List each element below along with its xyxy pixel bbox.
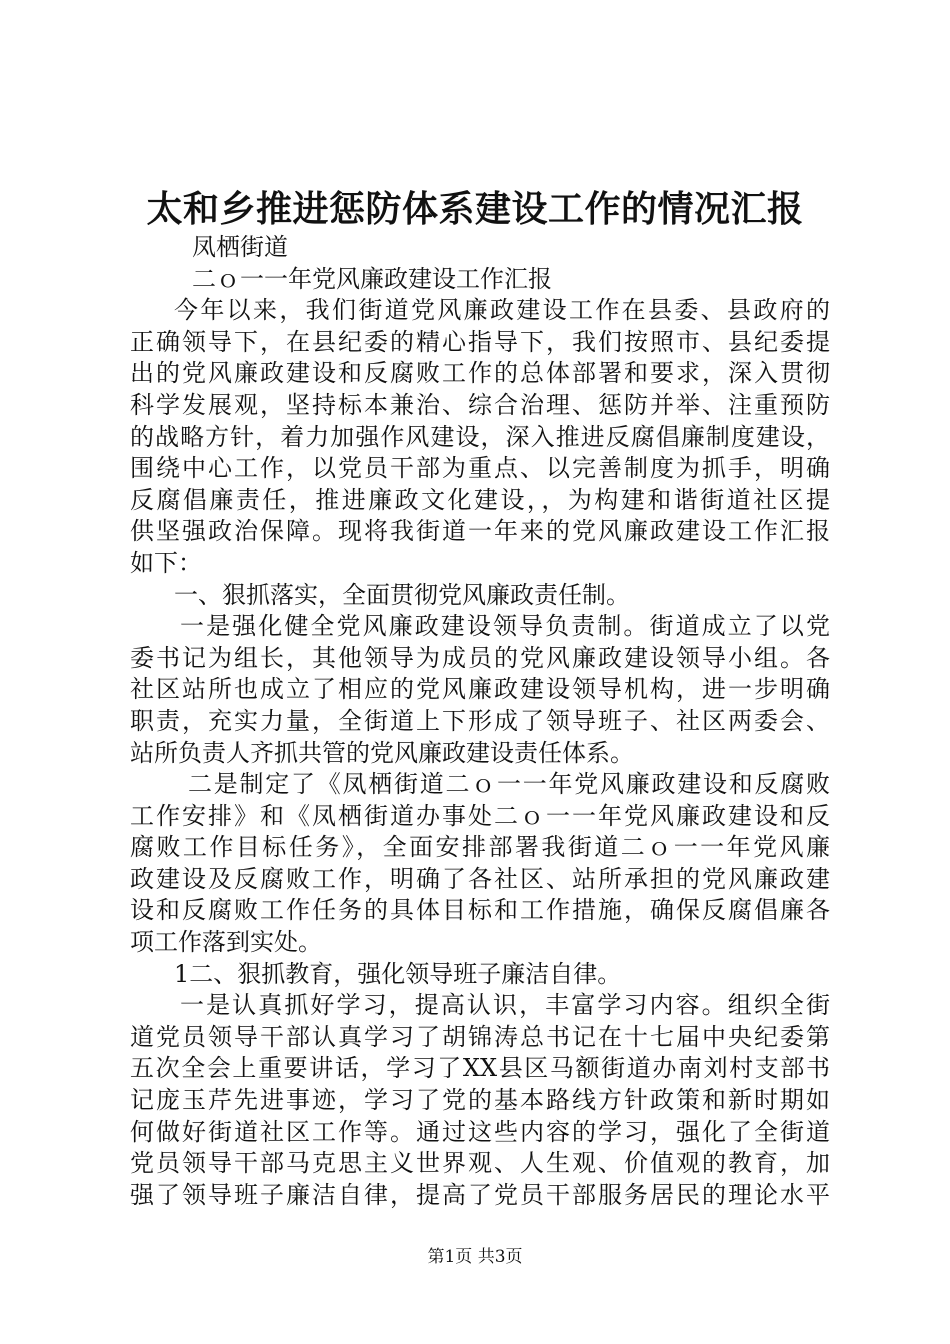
paragraph-line: 科学发展观，坚持标本兼治、综合治理、惩防并举、注重预防 (130, 390, 830, 419)
paragraph-line: 工作安排》和《凤栖街道办事处二ｏ一一年党风廉政建设和反 (130, 801, 830, 830)
paragraph-line: 强了领导班子廉洁自律，提高了党员干部服务居民的理论水平 (130, 1180, 830, 1209)
paragraph-line: 如下： (130, 548, 202, 577)
paragraph-line: 职责，充实力量，全街道上下形成了领导班子、社区两委会、 (130, 706, 830, 735)
paragraph-line: 党员领导干部马克思主义世界观、人生观、价值观的教育，加 (130, 1149, 830, 1178)
paragraph-line: 政建设及反腐败工作，明确了各社区、站所承担的党风廉政建 (130, 864, 830, 893)
paragraph-line: 今年以来，我们街道党风廉政建设工作在县委、县政府的 (174, 296, 830, 325)
paragraph-line: 道党员领导干部认真学习了胡锦涛总书记在十七届中央纪委第 (130, 1022, 830, 1051)
paragraph-line: 一是认真抓好学习，提高认识，丰富学习内容。组织全街 (180, 991, 830, 1020)
paragraph-line: 出的党风廉政建设和反腐败工作的总体部署和要求，深入贯彻 (130, 359, 830, 388)
page-number-footer: 第1页 共3页 (427, 1247, 523, 1267)
subtitle-line: 二ｏ一一年党风廉政建设工作汇报 (192, 264, 552, 293)
author-line: 凤栖街道 (192, 233, 288, 261)
paragraph-line: 反腐倡廉责任，推进廉政文化建设，，为构建和谐街道社区提 (130, 485, 830, 514)
page-title: 太和乡推进惩防体系建设工作的情况汇报 (146, 189, 804, 230)
paragraph-line: 设和反腐败工作任务的具体目标和工作措施，确保反腐倡廉各 (130, 896, 830, 925)
paragraph-line: 站所负责人齐抓共管的党风廉政建设责任体系。 (130, 738, 634, 767)
paragraph-line: 正确领导下，在县纪委的精心指导下，我们按照市、县纪委提 (130, 327, 830, 356)
section-heading: 一、狠抓落实，全面贯彻党风廉政责任制。 (174, 580, 630, 609)
paragraph-line: 记庞玉芹先进事迹，学习了党的基本路线方针政策和新时期如 (130, 1086, 830, 1115)
paragraph-line: 的战略方针，着力加强作风建设，深入推进反腐倡廉制度建设， (130, 422, 830, 451)
document-body (130, 232, 830, 1211)
paragraph-line: 何做好街道社区工作等。通过这些内容的学习，强化了全街道 (130, 1117, 830, 1146)
paragraph-line: 项工作落到实处。 (130, 928, 322, 957)
paragraph-line: 二是制定了《凤栖街道二ｏ一一年党风廉政建设和反腐败 (188, 770, 830, 799)
paragraph-line: 社区站所也成立了相应的党风廉政建设领导机构，进一步明确 (130, 675, 830, 704)
section-heading: 1二、狠抓教育，强化领导班子廉洁自律。 (174, 959, 622, 988)
paragraph-line: 围绕中心工作，以党员干部为重点、以完善制度为抓手，明确 (130, 454, 830, 483)
paragraph-line: 供坚强政治保障。现将我街道一年来的党风廉政建设工作汇报 (130, 517, 830, 546)
paragraph-line: 委书记为组长，其他领导为成员的党风廉政建设领导小组。各 (130, 643, 830, 672)
paragraph-line: 五次全会上重要讲话，学习了XX县区马额街道办南刘村支部书 (130, 1054, 830, 1083)
paragraph-line: 一是强化健全党风廉政建设领导负责制。街道成立了以党 (180, 612, 830, 641)
paragraph-line: 腐败工作目标任务》，全面安排部署我街道二ｏ一一年党风廉 (130, 833, 830, 862)
